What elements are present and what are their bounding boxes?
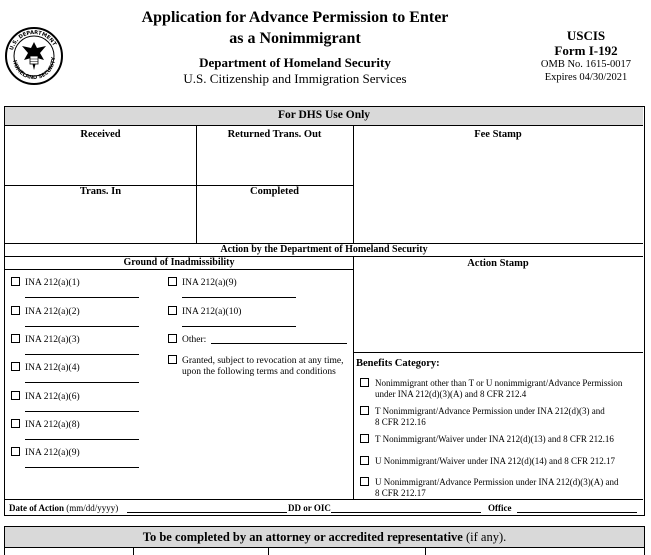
seal-text-top: U.S. DEPARTMENT bbox=[8, 29, 58, 52]
omb-number: OMB No. 1615-0017 bbox=[540, 59, 632, 70]
ina-212-a-3-checkbox[interactable] bbox=[11, 334, 20, 343]
ina-212-a-2-label: INA 212(a)(2) bbox=[25, 307, 80, 317]
ina-212-a-1-label: INA 212(a)(1) bbox=[25, 278, 80, 288]
dhs-section-title: For DHS Use Only bbox=[277, 109, 371, 121]
attorney-header-suffix: (if any). bbox=[462, 530, 507, 544]
office-input-line[interactable] bbox=[517, 512, 637, 513]
ina-212-a-9-label: INA 212(a)(9) bbox=[25, 448, 80, 458]
granted-checkbox[interactable] bbox=[168, 355, 177, 364]
benefit-3-line1: T Nonimmigrant/Waiver under INA 212(d)(13) and 8 CFR 212.16 bbox=[375, 434, 614, 444]
department-name: Department of Homeland Security bbox=[199, 55, 391, 70]
ina-212-a-3-label: INA 212(a)(3) bbox=[25, 335, 80, 345]
received-label: Received bbox=[80, 129, 121, 140]
dhs-seal-logo bbox=[4, 26, 64, 86]
ground-of-inadmissibility-title: Ground of Inadmissibility bbox=[123, 257, 235, 268]
ina-212-a-1-checkbox[interactable] bbox=[11, 277, 20, 286]
action-stamp-label: Action Stamp bbox=[467, 258, 529, 269]
dd-or-oic-label: DD or OIC bbox=[288, 503, 331, 513]
other-label: Other: bbox=[182, 335, 207, 345]
dhs-use-only-section bbox=[4, 106, 645, 516]
date-of-action-label: Date of Action (mm/dd/yyyy) bbox=[9, 503, 119, 513]
benefit-2-checkbox[interactable] bbox=[360, 406, 369, 415]
benefit-3-checkbox[interactable] bbox=[360, 434, 369, 443]
benefit-1-checkbox[interactable] bbox=[360, 378, 369, 387]
ina-212-a-6-checkbox[interactable] bbox=[11, 391, 20, 400]
dd-or-oic-input-line[interactable] bbox=[331, 512, 481, 513]
ina-212-a-4-checkbox[interactable] bbox=[11, 362, 20, 371]
form-number: Form I-192 bbox=[554, 43, 618, 58]
expiration-date: Expires 04/30/2021 bbox=[544, 72, 628, 83]
ina-212-a-8-checkbox[interactable] bbox=[11, 419, 20, 428]
form-identifier bbox=[525, 28, 647, 84]
ina-212-a-10-checkbox[interactable] bbox=[168, 306, 177, 315]
benefit-4-line1: U Nonimmigrant/Waiver under INA 212(d)(14) and 8 CFR 212.17 bbox=[375, 456, 615, 466]
returned-trans-out-label: Returned Trans. Out bbox=[227, 129, 322, 140]
date-of-action-input-line[interactable] bbox=[127, 512, 287, 513]
benefit-5-line2: 8 CFR 212.17 bbox=[375, 488, 426, 498]
attorney-section-header bbox=[4, 526, 645, 548]
benefit-5-checkbox[interactable] bbox=[360, 477, 369, 486]
other-checkbox[interactable] bbox=[168, 334, 177, 343]
ina-212-a-4-label: INA 212(a)(4) bbox=[25, 363, 80, 373]
action-by-dhs-title: Action by the Department of Homeland Security bbox=[220, 244, 428, 255]
ina-212-a-2-checkbox[interactable] bbox=[11, 306, 20, 315]
seal-text-bottom: HOMELAND SECURITY bbox=[11, 56, 58, 82]
completed-label: Completed bbox=[250, 186, 299, 197]
ina-212-a-9-mid-label: INA 212(a)(9) bbox=[182, 278, 237, 288]
form-title-line2: as a Nonimmigrant bbox=[229, 30, 361, 47]
granted-line2: upon the following terms and conditions bbox=[182, 367, 336, 377]
benefits-title: Benefits Category: bbox=[356, 358, 440, 369]
trans-in-label: Trans. In bbox=[79, 186, 122, 197]
attorney-header-bold: To be completed by an attorney or accredited representative bbox=[142, 530, 463, 544]
benefit-1-line2: under INA 212(d)(3)(A) and 8 CFR 212.4 bbox=[375, 389, 527, 399]
ina-212-a-8-label: INA 212(a)(8) bbox=[25, 420, 80, 430]
benefit-4-checkbox[interactable] bbox=[360, 456, 369, 465]
benefit-5-line1: U Nonimmigrant/Advance Permission under INA 212(d)(3)(A) and bbox=[375, 477, 619, 487]
ina-212-a-10-label: INA 212(a)(10) bbox=[182, 307, 242, 317]
granted-line1: Granted, subject to revocation at any time, bbox=[182, 356, 344, 366]
ina-212-a-9-mid-checkbox[interactable] bbox=[168, 277, 177, 286]
agency-full-name: U.S. Citizenship and Immigration Services bbox=[183, 71, 407, 86]
office-label: Office bbox=[488, 503, 512, 513]
benefit-2-line1: T Nonimmigrant/Advance Permission under INA 212(d)(3) and bbox=[375, 406, 605, 416]
ina-212-a-9-checkbox[interactable] bbox=[11, 447, 20, 456]
agency-abbr: USCIS bbox=[566, 28, 606, 43]
ina-212-a-6-label: INA 212(a)(6) bbox=[25, 392, 80, 402]
benefit-2-line2: 8 CFR 212.16 bbox=[375, 417, 426, 427]
benefit-1-line1: Nonimmigrant other than T or U nonimmigrant/Advance Permission bbox=[375, 378, 623, 388]
form-title-line1: Application for Advance Permission to Enter bbox=[141, 9, 449, 26]
fee-stamp-label: Fee Stamp bbox=[474, 129, 522, 140]
other-input-line[interactable] bbox=[211, 343, 347, 344]
